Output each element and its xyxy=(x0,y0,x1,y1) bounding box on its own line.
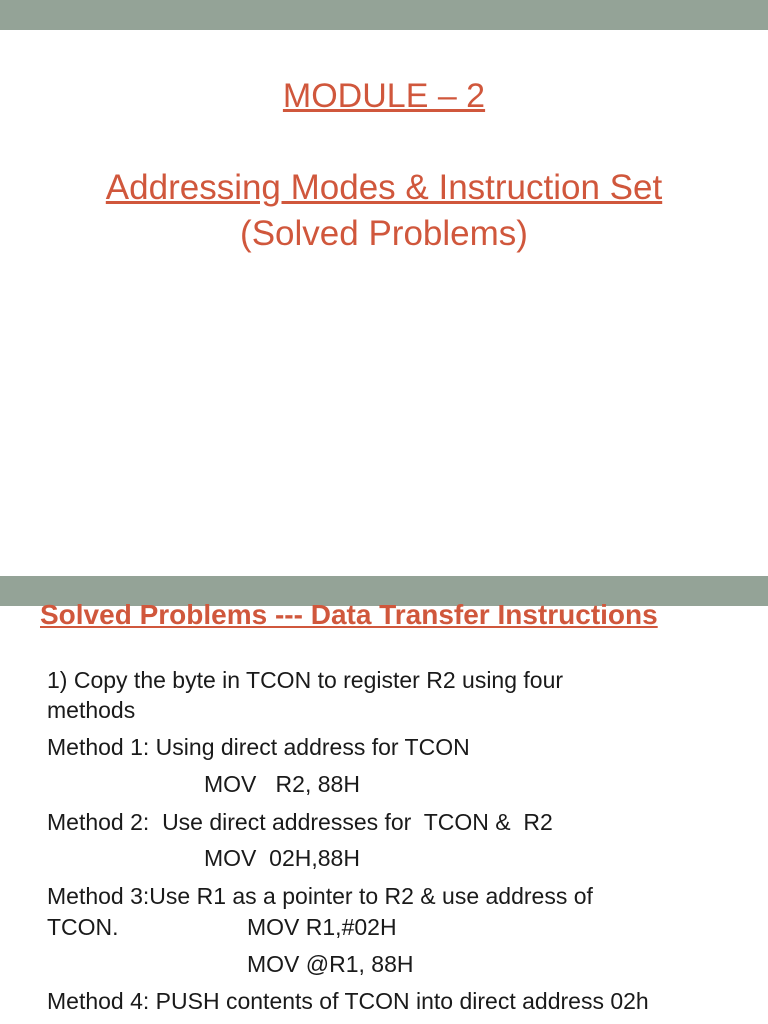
topic-title: Addressing Modes & Instruction Set xyxy=(105,168,663,207)
code-line: MOV R2, 88H xyxy=(204,771,360,797)
top-divider-band xyxy=(0,0,768,30)
method-3-line: Method 3:Use R1 as a pointer to R2 & use address of xyxy=(47,883,593,909)
code-line: MOV 02H,88H xyxy=(204,845,360,871)
module-title: MODULE – 2 xyxy=(282,77,486,115)
topic-subtitle: (Solved Problems) xyxy=(240,214,528,253)
problem-statement-line: 1) Copy the byte in TCON to register R2 using four xyxy=(47,667,564,693)
code-line: MOV R1,#02H xyxy=(247,914,397,940)
code-line: MOV @R1, 88H xyxy=(247,951,414,977)
section-title: Solved Problems --- Data Transfer Instructions xyxy=(40,599,658,630)
method-3-line: TCON. xyxy=(47,914,119,940)
problem-statement-line: methods xyxy=(47,697,136,723)
method-4-line: Method 4: PUSH contents of TCON into direct address 02h xyxy=(47,988,649,1014)
method-1-line: Method 1: Using direct address for TCON xyxy=(47,734,470,760)
method-2-line: Method 2: Use direct addresses for TCON & R2 xyxy=(47,809,553,835)
